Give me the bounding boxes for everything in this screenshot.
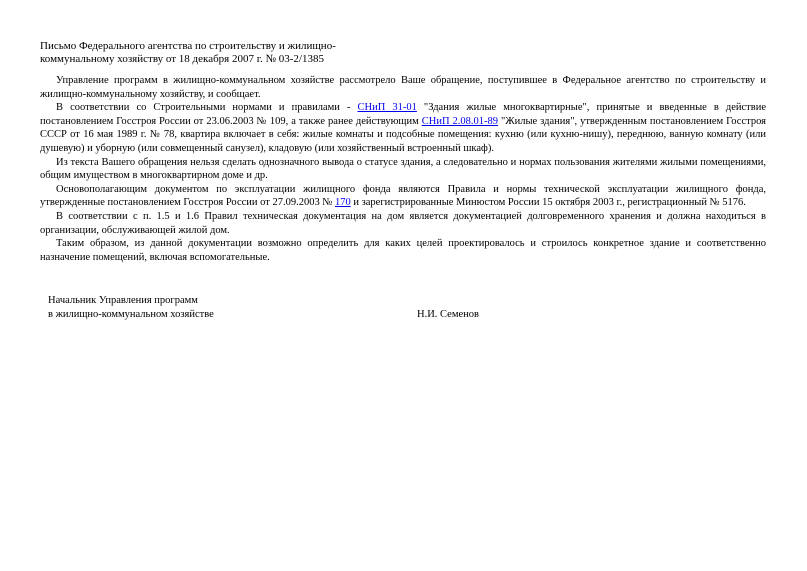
- paragraph-4-text-a: Основополагающим документом по эксплуатации жилищного фонда являются Правила и нормы технической эксплуатации жилищного фонда, утвержденные постановлением Госстроя России от 27.09.2003 №: [40, 183, 766, 209]
- signature-name: Н.И. Семенов: [417, 309, 479, 320]
- paragraph-2-text-c: "Жилые здания", утвержденным постановлением Госстроя СССР от 16 мая 1989 г. № 78, квартира включает в себя: жилые комнаты и подсобные помещения: кухню (или кухню-нишу), переднюю, ванную комнату (или душевую) и уборную (или совмещенный санузел), кладовую (или хозяйственный встроенный шкаф).: [40, 115, 766, 154]
- paragraph-3: Из текста Вашего обращения нельзя сделать однозначного вывода о статусе здания, а следовательно и нормах пользования жителями жилыми помещениями, общим имуществом в многоквартирном доме и др.: [40, 156, 766, 182]
- paragraph-1: Управление программ в жилищно-коммунальном хозяйстве рассмотрело Ваше обращение, поступившее в Федеральное агентство по строительству и жилищно-коммунальному хозяйству, и сообщает.: [40, 75, 766, 100]
- document-title: [40, 40, 370, 66]
- signature-block: [48, 294, 528, 322]
- paragraph-2: [40, 101, 766, 155]
- title-line-2: коммунальному хозяйству от 18 декабря 2007 г. № 03-2/1385: [40, 53, 324, 65]
- paragraph-5: В соответствии с п. 1.5 и 1.6 Правил техническая документация на дом является документацией долговременного хранения и должна находиться в организации, обслуживающей жилой дом.: [40, 210, 766, 236]
- paragraph-2-text-a: В соответствии со Строительными нормами и правилами -: [56, 102, 358, 114]
- snip-2-08-01-89-link[interactable]: СНиП 2.08.01-89: [421, 115, 498, 127]
- snip-31-01-link[interactable]: СНиП 31-01: [357, 102, 417, 114]
- document-body: [40, 74, 766, 264]
- signature-position-line-1: Начальник Управления программ: [48, 295, 198, 306]
- paragraph-4-text-b: и зарегистрированные Минюстом России 15 октября 2003 г., регистрационный № 5176.: [350, 197, 746, 209]
- signature-position-line-2: в жилищно-коммунальном хозяйстве: [48, 309, 214, 320]
- title-line-1: Письмо Федерального агентства по строительству и жилищно-: [40, 40, 336, 52]
- paragraph-2-text-b: "Здания жилые многоквартирные", принятые и введенные в действие постановлением Госстроя России от 23.06.2003 № 109, а также ранее действующим: [40, 102, 766, 127]
- resolution-170-link[interactable]: 170: [334, 197, 351, 209]
- paragraph-4: [40, 183, 766, 210]
- paragraph-6: Таким образом, из данной документации возможно определить для каких целей проектировалось и строилось конкретное здание и соответственно назначение помещений, включая вспомогательные.: [40, 238, 766, 263]
